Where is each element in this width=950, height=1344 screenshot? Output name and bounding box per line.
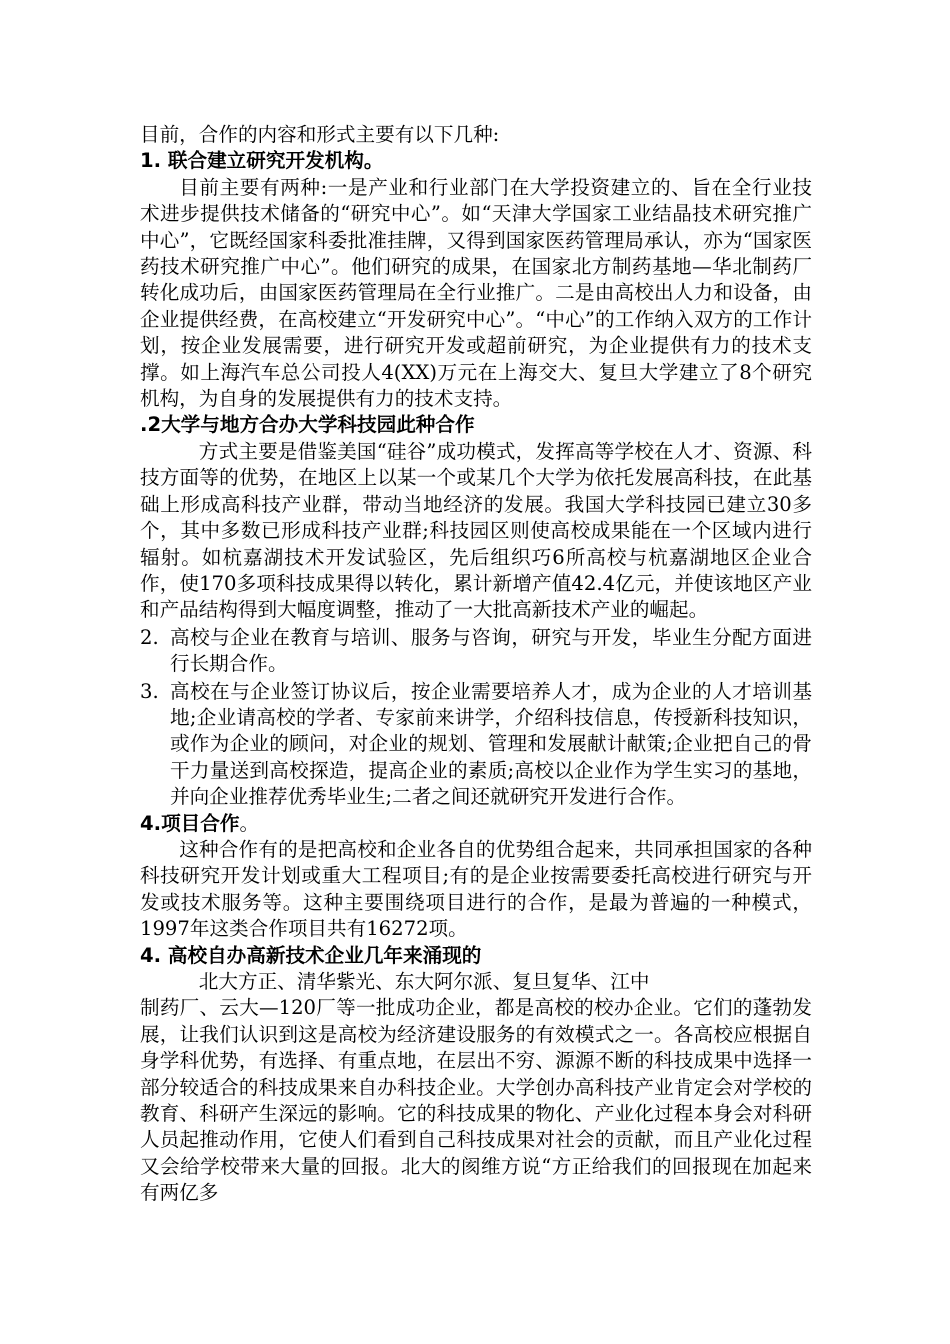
section-4a-body: 这种合作有的是把高校和企业各自的优势组合起来，共同承担国家的各种科技研究开发计划或重大工程项目;有的是企业按需要委托高校进行研究与开发或技术服务等。这种主要围绕项目进行的合作，是最为普遍的一种模式，1997年这类合作项目共有16272项。 bbox=[140, 837, 812, 941]
list-number: 2. bbox=[140, 625, 159, 649]
section-4a-heading bbox=[140, 811, 812, 837]
section-4b-heading: 4. 高校自办高新技术企业几年来涌现的 bbox=[140, 943, 482, 967]
list-item-3 bbox=[140, 679, 812, 811]
section-4b-line1: 北大方正、清华紫光、东大阿尔派、复旦复华、江中 bbox=[198, 970, 650, 993]
section-1-heading: 1. 联合建立研究开发机构。 bbox=[140, 149, 384, 173]
section-2-body: 方式主要是借鉴美国“硅谷”成功模式，发挥高等学校在人才、资源、科技方面等的优势，在地区上以某一个或某几个大学为依托发展高科技，在此基础上形成高科技产业群，带动当地经济的发展。我国大学科技园已建立30多个，其中多数已形成科技产业群;科技园区则使高校成果能在一个区域内进行辐射。如杭嘉湖技术开发试验区，先后组织巧6所高校与杭嘉湖地区企业合作，使170多项科技成果得以转化，累计新增产值42.4亿元，并使该地区产业和产品结构得到大幅度调整，推动了一大批高新技术产业的崛起。 bbox=[140, 439, 812, 622]
section-2-heading: .2大学与地方合办大学科技园此种合作 bbox=[140, 413, 475, 437]
list-text: 高校在与企业签订协议后，按企业需要培养人才，成为企业的人才培训基地;企业请高校的学者、专家前来讲学，介绍科技信息，传授新科技知识，或作为企业的顾问，对企业的规划、管理和发展献计献策;企业把自己的骨干力量送到高校探造，提高企业的素质;高校以企业作为学生实习的基地，并向企业推荐优秀毕业生;二者之间还就研究开发进行合作。 bbox=[170, 679, 812, 809]
section-4a-heading-text: 4.项目合作 bbox=[140, 811, 240, 835]
section-4b-body: 制药厂、云大—120厂等一批成功企业，都是高校的校办企业。它们的蓬勃发展，让我们认识到这是高校为经济建设服务的有效模式之一。各高校应根据自身学科优势，有选择、有重点地，在层出不穷、源源不断的科技成果中选择一部分较适合的科技成果来自办科技企业。大学创办高科技产业肯定会对学校的教育、科研产生深远的影响。它的科技成果的物化、产业化过程本身会对科研人员起推动作用，它使人们看到自己科技成果对社会的贡献，而且产业化过程又会给学校带来大量的回报。北大的阂维方说“方正给我们的回报现在加起来有两亿多 bbox=[140, 996, 812, 1205]
section-4a-heading-tail: 。 bbox=[239, 811, 260, 835]
section-1-body: 目前主要有两种:一是产业和行业部门在大学投资建立的、旨在全行业技术进步提供技术储备的“研究中心”。如“天津大学国家工业结晶技术研究推广中心”，它既经国家科委批准挂牌，又得到国家医药管理局承认，亦为“国家医药技术研究推广中心”。他们研究的成果，在国家北方制药基地—华北制药厂转化成功后，由国家医药管理局在全行业推广。二是由高校出人力和设备，由企业提供经费，在高校建立“开发研究中心”。“中心”的工作纳入双方的工作计划，按企业发展需要，进行研究开发或超前研究，为企业提供有力的技术支撑。如上海汽车总公司投人4(XX)万元在上海交大、复旦大学建立了8个研究机构，为自身的发展提供有力的技术支持。 bbox=[140, 175, 812, 411]
list-item-2 bbox=[140, 625, 812, 678]
list-text: 高校与企业在教育与培训、服务与咨询，研究与开发，毕业生分配方面进行长期合作。 bbox=[170, 625, 812, 676]
list-number: 3. bbox=[140, 679, 159, 703]
intro-paragraph: 目前，合作的内容和形式主要有以下几种: bbox=[140, 123, 500, 146]
document-page bbox=[140, 122, 812, 1207]
